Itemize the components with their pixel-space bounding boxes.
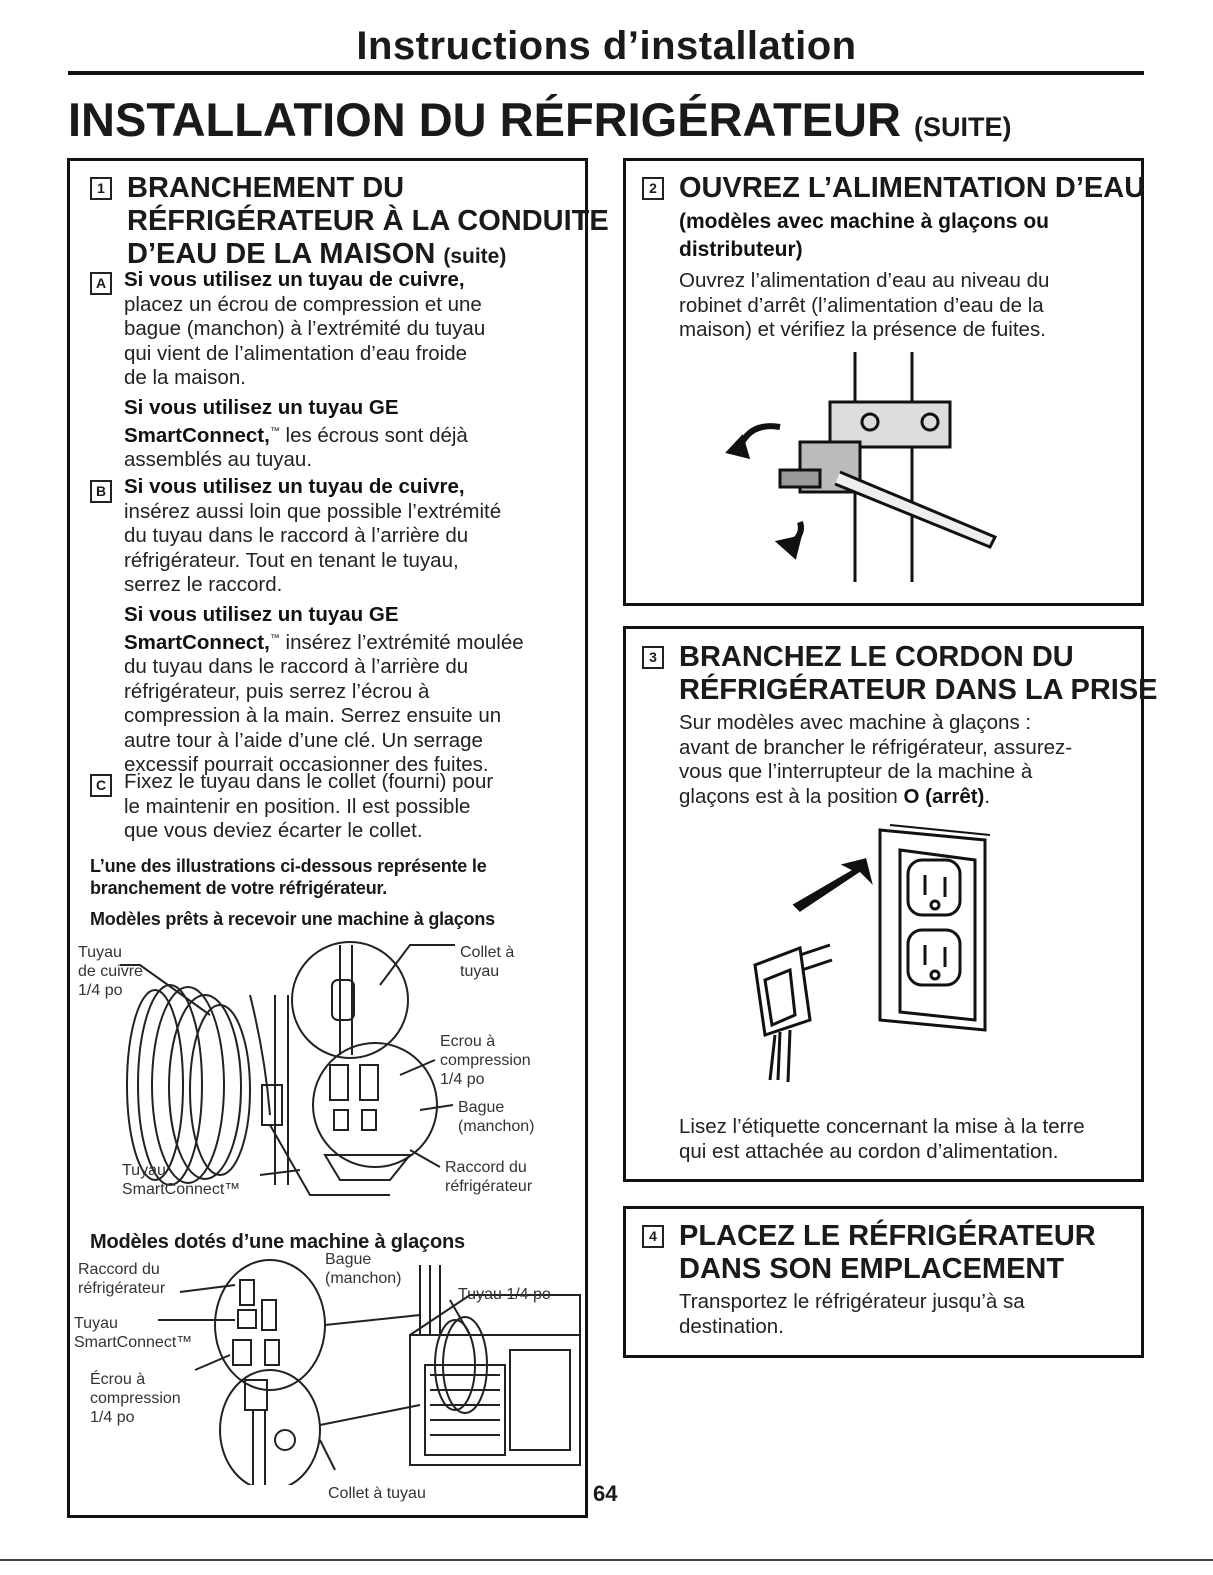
- section-1-title-line: RÉFRIGÉRATEUR À LA CONDUITE: [127, 205, 609, 237]
- section-3-text: [679, 711, 1139, 809]
- d1-label-collet: Collet à tuyau: [460, 944, 515, 980]
- section-4-line: destination.: [679, 1314, 784, 1338]
- section-3-line: avant de brancher le réfrigérateur, assurez-: [679, 735, 1073, 759]
- step-c-line: Fixez le tuyau dans le collet (fourni) pour: [124, 770, 494, 793]
- outlet-plug-illustration: [740, 820, 1010, 1100]
- step-a-ge-lead: Si vous utilisez un tuyau GE: [124, 395, 399, 419]
- section-2-title: OUVREZ L’ALIMENTATION D’EAU: [679, 172, 1146, 204]
- caption-line: L’une des illustrations ci-dessous représente le: [90, 856, 487, 876]
- bottom-rule: [0, 1559, 1213, 1561]
- step-c-line: le maintenir en position. Il est possible: [124, 794, 471, 818]
- section-4-title-line: DANS SON EMPLACEMENT: [679, 1253, 1065, 1285]
- step-b-line: réfrigérateur. Tout en tenant le tuyau,: [124, 548, 459, 572]
- diagram-2-title: Modèles dotés d’une machine à glaçons: [90, 1231, 465, 1253]
- d2-label-ecrou: Écrou à compression 1/4 po: [90, 1371, 181, 1426]
- section-3-note-line: qui est attachée au cordon d’alimentation.: [679, 1139, 1059, 1163]
- step-b-ge-lead: Si vous utilisez un tuyau GE: [124, 602, 399, 626]
- step-a-line: bague (manchon) à l’extrémité du tuyau: [124, 317, 486, 340]
- section-3-title: [679, 641, 1158, 707]
- step-b-text: [124, 475, 574, 778]
- step-b-ge-line: compression à la main. Serrez ensuite un: [124, 704, 502, 728]
- step-b-ge-line: réfrigérateur, puis serrez l’écrou à: [124, 679, 430, 703]
- section-2-line: robinet d’arrêt (l’alimentation d’eau de la: [679, 293, 1044, 317]
- section-2-number: 2: [642, 177, 664, 200]
- section-3-note-line: Lisez l’étiquette concernant la mise à la terre: [679, 1115, 1085, 1138]
- step-c-marker: C: [90, 774, 112, 797]
- main-title-suffix: (SUITE): [913, 112, 1012, 142]
- illustration-caption: [90, 855, 487, 899]
- section-3-title-line: BRANCHEZ LE CORDON DU: [679, 641, 1074, 673]
- step-a-text: [124, 268, 574, 473]
- step-a-ge-line: SmartConnect,™ les écrous sont déjà: [124, 423, 468, 447]
- step-b-ge-line: autre tour à l’aide d’une clé. Un serrage: [124, 728, 483, 752]
- d2-label-bague: Bague (manchon): [325, 1251, 402, 1287]
- section-1-number: 1: [90, 177, 112, 200]
- d1-label-tuyau-sc: Tuyau SmartConnect™: [122, 1162, 241, 1198]
- step-b-line: serrez le raccord.: [124, 573, 283, 596]
- step-b-ge-line: du tuyau dans le raccord à l’arrière du: [124, 655, 469, 679]
- step-b-ge-line: excessif pourrait occasionner des fuites.: [124, 753, 489, 777]
- step-a-line: placez un écrou de compression et une: [124, 292, 482, 316]
- section-4-title-line: PLACEZ LE RÉFRIGÉRATEUR: [679, 1220, 1096, 1252]
- step-c-line: que vous deviez écarter le collet.: [124, 819, 423, 842]
- section-2-text: [679, 269, 1129, 343]
- section-3-note: [679, 1115, 1139, 1164]
- section-3-line: vous que l’interrupteur de la machine à: [679, 760, 1033, 783]
- shutoff-valve-illustration: [720, 352, 1010, 587]
- d1-label-ecrou: Ecrou à compression 1/4 po: [440, 1033, 531, 1088]
- d1-label-raccord: Raccord du réfrigérateur: [445, 1159, 533, 1195]
- step-a-line: de la maison.: [124, 366, 246, 389]
- section-1-title-suffix: (suite): [443, 245, 507, 268]
- d2-label-tuyau-sc: Tuyau SmartConnect™: [74, 1315, 193, 1351]
- caption-line: branchement de votre réfrigérateur.: [90, 878, 388, 898]
- section-1-title: [127, 172, 609, 273]
- step-b-ge-line: SmartConnect,™ insérez l’extrémité moulée: [124, 630, 524, 654]
- step-c-text: [124, 770, 574, 844]
- section-1-title-line: BRANCHEMENT DU: [127, 172, 405, 204]
- d1-label-bague: Bague (manchon): [458, 1099, 535, 1135]
- step-a-marker: A: [90, 272, 112, 295]
- section-3-title-line: RÉFRIGÉRATEUR DANS LA PRISE: [679, 674, 1158, 706]
- step-b-marker: B: [90, 480, 112, 503]
- section-4-title: [679, 1220, 1096, 1286]
- diagram-1-title: Modèles prêts à recevoir une machine à glaçons: [90, 909, 495, 929]
- section-4-number: 4: [642, 1225, 664, 1248]
- step-b-line: insérez aussi loin que possible l’extrémité: [124, 499, 502, 523]
- section-3-line: Sur modèles avec machine à glaçons :: [679, 711, 1032, 734]
- step-a-ge-line: assemblés au tuyau.: [124, 448, 313, 472]
- d2-label-tuyau-14: Tuyau 1/4 po: [458, 1286, 551, 1303]
- step-b-lead: Si vous utilisez un tuyau de cuivre,: [124, 475, 465, 498]
- main-title: [68, 92, 1011, 147]
- header-rule: [68, 71, 1144, 75]
- d2-label-collet: Collet à tuyau: [328, 1485, 426, 1502]
- page-header: Instructions d’installation: [356, 24, 857, 68]
- section-2-line: Ouvrez l’alimentation d’eau au niveau du: [679, 269, 1050, 292]
- section-2-subtitle: (modèles avec machine à glaçons ou distributeur): [679, 210, 1049, 261]
- step-b-line: du tuyau dans le raccord à l’arrière du: [124, 524, 469, 547]
- section-3-number: 3: [642, 646, 664, 669]
- d1-label-tuyau-cuivre: Tuyau de cuivre 1/4 po: [78, 944, 143, 999]
- d2-label-raccord: Raccord du réfrigérateur: [78, 1261, 166, 1297]
- page-number: 64: [593, 1481, 618, 1506]
- section-2-line: maison) et vérifiez la présence de fuites.: [679, 318, 1046, 341]
- section-4-line: Transportez le réfrigérateur jusqu’à sa: [679, 1290, 1025, 1313]
- section-4-text: [679, 1290, 1129, 1339]
- step-a-line: qui vient de l’alimentation d’eau froide: [124, 341, 468, 365]
- section-3-line: glaçons est à la position O (arrêt).: [679, 784, 991, 808]
- section-1-title-line-3: D’EAU DE LA MAISON: [127, 238, 436, 270]
- main-title-text: INSTALLATION DU RÉFRIGÉRATEUR: [68, 93, 901, 146]
- step-a-lead: Si vous utilisez un tuyau de cuivre,: [124, 268, 465, 291]
